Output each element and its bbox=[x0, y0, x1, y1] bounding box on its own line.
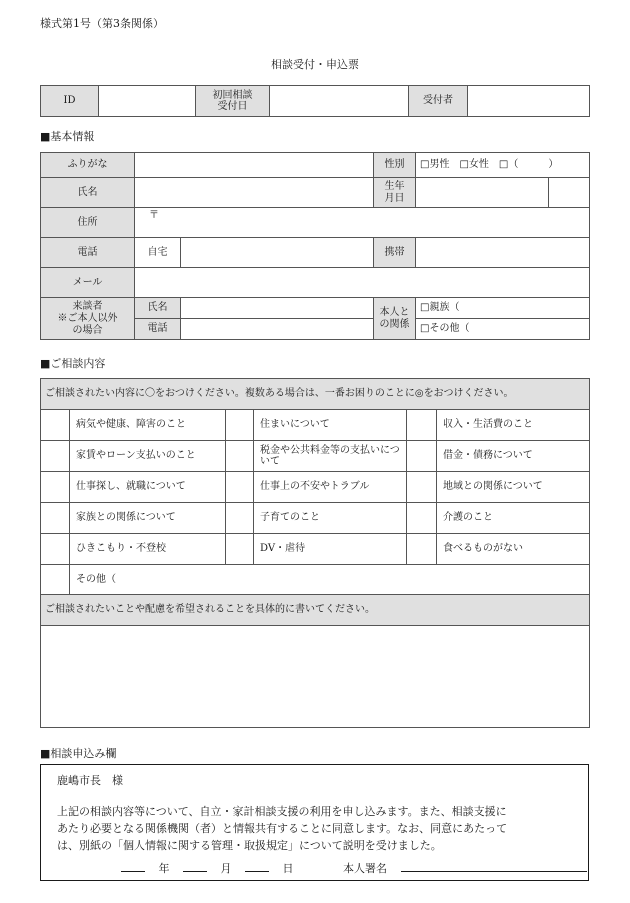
checkbox-cell[interactable] bbox=[41, 534, 70, 565]
visitor-label bbox=[41, 298, 135, 340]
phone-label: 電話 bbox=[41, 238, 135, 268]
visitor-line2: ※ご本人以外 bbox=[57, 312, 118, 324]
consult-item: 家賃やローン支払いのこと bbox=[70, 441, 226, 472]
home-phone-label: 自宅 bbox=[135, 238, 181, 268]
consult-item: 仕事探し、就職について bbox=[70, 472, 226, 503]
checkbox-cell[interactable] bbox=[407, 472, 437, 503]
mobile-field[interactable] bbox=[416, 238, 590, 268]
visitor-name-label: 氏名 bbox=[135, 298, 181, 319]
relation-line1: 本人と bbox=[379, 307, 410, 318]
furigana-label: ふりがな bbox=[41, 153, 135, 178]
birth-line2: 月日 bbox=[384, 192, 405, 204]
relation-line2: の関係 bbox=[379, 318, 410, 330]
first-consult-line1: 初回相談 bbox=[212, 89, 253, 101]
year-blank[interactable] bbox=[121, 861, 145, 872]
visitor-line3: の場合 bbox=[72, 324, 103, 336]
visitor-phone-field[interactable] bbox=[181, 319, 374, 340]
checkbox-cell[interactable] bbox=[407, 410, 437, 441]
visitor-name-field[interactable] bbox=[181, 298, 374, 319]
consult-item: 住まいについて bbox=[254, 410, 407, 441]
checkbox-cell[interactable] bbox=[41, 503, 70, 534]
consent-text bbox=[57, 803, 572, 854]
receiver-label: 受付者 bbox=[409, 86, 468, 117]
address-label: 住所 bbox=[41, 208, 135, 238]
checkbox-cell[interactable] bbox=[407, 441, 437, 472]
signature-label: 本人署名 bbox=[343, 862, 387, 875]
name-label: 氏名 bbox=[41, 178, 135, 208]
relation-family-option[interactable]: □親族（ bbox=[416, 298, 590, 319]
consent-box bbox=[40, 764, 589, 881]
checkbox-cell[interactable] bbox=[226, 534, 254, 565]
day-blank[interactable] bbox=[245, 861, 269, 872]
age-field[interactable] bbox=[549, 178, 590, 208]
consult-item: 税金や公共料金等の支払いについて bbox=[254, 441, 407, 472]
id-label: ID bbox=[41, 86, 99, 117]
email-field[interactable] bbox=[135, 268, 590, 298]
relation-label bbox=[374, 298, 416, 340]
month-blank[interactable] bbox=[183, 861, 207, 872]
first-consult-date-label bbox=[196, 86, 270, 117]
consult-item: 借金・債務について bbox=[437, 441, 590, 472]
consult-item: 収入・生活費のこと bbox=[437, 410, 590, 441]
consult-item: 仕事上の不安やトラブル bbox=[254, 472, 407, 503]
consult-item: DV・虐待 bbox=[254, 534, 407, 565]
signature-line bbox=[121, 860, 587, 876]
checkbox-cell[interactable] bbox=[41, 410, 70, 441]
birth-line1: 生年 bbox=[384, 181, 405, 192]
consult-item: 子育てのこと bbox=[254, 503, 407, 534]
consult-item: 病気や健康、障害のこと bbox=[70, 410, 226, 441]
birthdate-label bbox=[374, 178, 416, 208]
checkbox-cell[interactable] bbox=[41, 472, 70, 503]
address-field[interactable] bbox=[135, 208, 590, 238]
consult-item: 介護のこと bbox=[437, 503, 590, 534]
day-label: 日 bbox=[282, 862, 294, 875]
basic-info-heading: ■基本情報 bbox=[40, 130, 95, 143]
checkbox-cell[interactable] bbox=[407, 534, 437, 565]
consult-instruction: ご相談されたい内容に〇をおつけください。複数ある場合は、一番お困りのことに◎をおつけください。 bbox=[41, 379, 590, 410]
email-label: メール bbox=[41, 268, 135, 298]
consult-item: 食べるものがない bbox=[437, 534, 590, 565]
home-phone-field[interactable] bbox=[181, 238, 374, 268]
id-field[interactable] bbox=[99, 86, 196, 117]
detail-textarea[interactable] bbox=[41, 626, 590, 728]
checkbox-cell[interactable] bbox=[226, 503, 254, 534]
consent-heading: ■相談申込み欄 bbox=[40, 747, 117, 760]
consult-table bbox=[40, 378, 590, 728]
mobile-label: 携帯 bbox=[374, 238, 416, 268]
consult-item: 家族との関係について bbox=[70, 503, 226, 534]
visitor-phone-label: 電話 bbox=[135, 319, 181, 340]
detail-instruction: ご相談されたいことや配慮を希望されることを具体的に書いてください。 bbox=[41, 595, 590, 626]
signature-blank[interactable] bbox=[401, 861, 587, 872]
first-consult-line2: 受付日 bbox=[217, 101, 248, 112]
year-label: 年 bbox=[158, 862, 170, 875]
month-label: 月 bbox=[220, 862, 232, 875]
consult-item-other[interactable]: その他（ bbox=[70, 565, 590, 595]
name-field[interactable] bbox=[135, 178, 374, 208]
basic-info-table bbox=[40, 152, 590, 340]
relation-other-option[interactable]: □その他（ bbox=[416, 319, 590, 340]
consent-line1: 上記の相談内容等について、自立・家計相談支援の利用を申し込みます。また、相談支援に bbox=[57, 805, 507, 818]
receiver-field[interactable] bbox=[468, 86, 590, 117]
consent-line3: は、別紙の「個人情報に関する管理・取扱規定」について説明を受けました。 bbox=[57, 839, 442, 852]
furigana-field[interactable] bbox=[135, 153, 374, 178]
gender-label: 性別 bbox=[374, 153, 416, 178]
id-table bbox=[40, 85, 590, 117]
visitor-line1: 来談者 bbox=[72, 300, 103, 312]
postal-mark: 〒 bbox=[149, 210, 159, 221]
form-number: 様式第1号（第3条関係） bbox=[40, 17, 164, 30]
checkbox-cell[interactable] bbox=[407, 503, 437, 534]
consult-heading: ■ご相談内容 bbox=[40, 357, 106, 370]
gender-options[interactable]: □男性 □女性 □（ ） bbox=[416, 153, 590, 178]
checkbox-cell[interactable] bbox=[226, 441, 254, 472]
checkbox-cell-other[interactable] bbox=[41, 565, 70, 595]
consult-item: 地域との関係について bbox=[437, 472, 590, 503]
first-consult-date-field[interactable] bbox=[270, 86, 409, 117]
consult-item: ひきこもり・不登校 bbox=[70, 534, 226, 565]
birthdate-field[interactable] bbox=[416, 178, 549, 208]
checkbox-cell[interactable] bbox=[226, 472, 254, 503]
checkbox-cell[interactable] bbox=[226, 410, 254, 441]
checkbox-cell[interactable] bbox=[41, 441, 70, 472]
document-title: 相談受付・申込票 bbox=[271, 58, 359, 71]
consent-line2: あたり必要となる関係機関（者）と情報共有することに同意します。なお、同意にあたって bbox=[57, 822, 508, 835]
addressee: 鹿嶋市長 様 bbox=[57, 774, 123, 787]
